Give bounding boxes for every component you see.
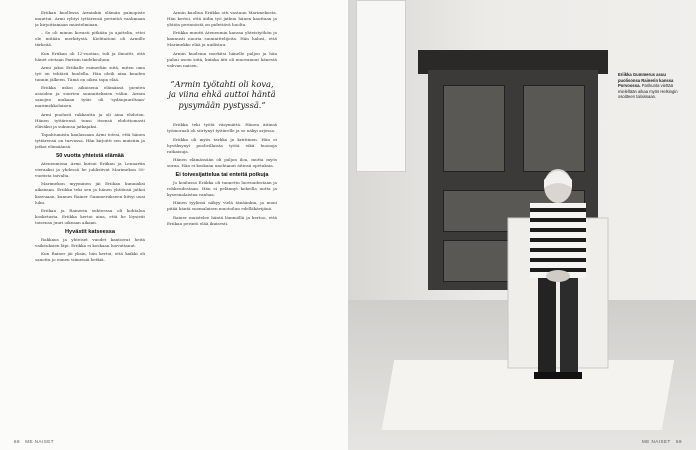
caption-text: Parikunta viettää mielellään aikaa myös Helsingin osoitteen taloissaan. (618, 83, 678, 100)
section-heading-3: Ei toivesijattelua tai enteitä poikuja (175, 172, 269, 178)
body-paragraph: Eriikka oli myös tarkka ja kriittinen. Hän ei hyväksynyt puolivillaista työtä eikä huonoja ratkaisuja. (167, 136, 277, 154)
caption-bold: Eriikka Gummerus asuu puolisonsa Rainerin kanssa Porvoossa. (618, 72, 674, 89)
section-heading-2: Hyvästit katseessa (64, 228, 116, 235)
magazine-name-right: ME NAISET (642, 439, 671, 444)
body-paragraph: Eriikka muutti Ateneumin kanssa yhteistyöhön ja kannusti nuoria suunnittelijoita. Hän halusi, että Marimekko elää ja uudistuu. (167, 30, 277, 48)
body-paragraph: Tapahtumista kaulassaan Armi totesi, että hänen tyttärensä on turvassa. Hän kirjoitti sen muistiin ja jatkoi elämäänsä. (35, 131, 145, 150)
body-paragraph: Armi jakoi Eriikalle esimerkin siitä, miten oma työ on tehtävä huolella. Hän oleili aina kuuden tunnin jälkeen. Tämä on oikea tapa elää. (35, 64, 145, 83)
column2-body-middle (167, 122, 277, 169)
body-paragraph: Ateneumissa Armi kutsui Eriikan ja Lennartin vieraaksi ja yhdessä he juhlistivat Marimekon 50-vuotista taivalta. (35, 161, 145, 179)
body-paragraph: Eriikka teki työtä väsymättä. Hänen äitinsä työmoraali oli siirtynyt tyttärelle ja se näkyi arjessa. (167, 122, 277, 134)
body-paragraph: Hänen tyylinsä näkyy vielä tänäänkin, ja moni pitää häntä suomalaisen muotoilun edelläkävijänä. (167, 200, 277, 212)
page-number-right: 69 (675, 439, 682, 444)
photo-person (498, 158, 618, 408)
body-paragraph: Jo koulussa Eriikka oli tunnettu luovuudestaan ja rohkeudestaan. Hän ei pelännyt kokeilla uutta ja kyseenalaistaa vanhaa. (167, 180, 277, 198)
column1-body-end (35, 237, 145, 263)
column1-body-start (35, 10, 145, 150)
body-paragraph: Armi puolusti rakkautta ja oli aina ehdoton. Hänen tyttärensä tunsi itsensä ehdottomasti eläväksi ja sukunsa jatkajaksi. (35, 111, 145, 129)
column2-body-end (167, 180, 277, 227)
body-paragraph: Eriikka uskoi aikuisena elämänsä pienten asioiden ja suurten suunnitelmien väliin. Armin sanojen mukaan tytär oli 'sydänjuuriltaan' marimekkolainen. (35, 85, 145, 109)
body-paragraph: Eriikan ja Rainerin suhteessa oli kohtalon kosketusta. Eriikka kertoi aina, että he löysivät toisensa juuri oikeaan aikaan. (35, 207, 145, 225)
body-paragraph: Armin kuoltua Eriikka otti vastuun Marimekosta. Hän kertoi, että äidin työ jatkuu hänen kauttaan ja yhtiön perinnöstä on pidettävä huolta. (167, 10, 277, 28)
body-paragraph: Kun Rainer jäi yksin, hän kertoi, että kaikki oli sanottu jo ennen viimeisiä hetkiä. (35, 251, 145, 263)
magazine-name-left: ME NAISET (25, 439, 55, 444)
body-paragraph: Rainer muistelee häntä lämmöllä ja kertoo, että Eriikan perintö elää ikuisesti. (167, 214, 277, 226)
pull-quote: ”Armin työtahti oli kova, ja viina ehkä auttoi häntä pysymään pystyssä.” (168, 78, 276, 110)
column1-body-middle (35, 161, 145, 226)
page-number-left: 68 (14, 439, 21, 444)
body-paragraph: Armin kuolema merkitsi hänelle paljon ja hän puhui usein siitä, kuinka äiti oli muovannut hänestä vahvan naisen. (167, 50, 277, 68)
body-paragraph: Marimekon myyminen jäi Eriikan kunniaksi aikanaan. Eriikka teki sen ja hänen yhtiönsä jatkoi kasvuaan, kunnes Rainer Gummerukseen liittyi uusi luku. (35, 181, 145, 205)
body-paragraph: Kun Eriikan oli 12-vuotias, tuli ja ilmoitti, että hänet otetaan Pariisin taidekouluun. (35, 50, 145, 62)
text-column-1 (35, 10, 145, 408)
body-paragraph: Rakkaus ja yhteiset vuodet kantoivat heitä vaikeuksien läpi. Eriikka ei koskaan luovuttanut. (35, 236, 145, 248)
photo-caption (618, 72, 688, 100)
body-paragraph: Eriikan kuollessa Arminkin elämän painopiste muuttui. Armi ryhtyi tyttärensä perintöä vaalimaan ja kirjoittamaan muistelmiaan. (35, 10, 145, 28)
body-paragraph: Hänen elämässään oli paljon iloa, mutta myös surua. Hän ei koskaan unohtanut äitinsä opetuksia. (167, 156, 277, 168)
text-column-2 (167, 10, 277, 408)
body-paragraph: – Se oli minun kovasti pitkään ja ajattelin, ettei ole mitään merkitystä. Kielitaitoni oli Armille tärkeää. (35, 30, 145, 48)
section-heading-1: 50 vuotta yhteistä elämää (56, 153, 124, 160)
footer-right (642, 439, 682, 444)
footer-left (14, 439, 54, 444)
column2-body-start (167, 10, 277, 69)
right-page-photo (348, 0, 696, 450)
photo-window (356, 0, 406, 172)
